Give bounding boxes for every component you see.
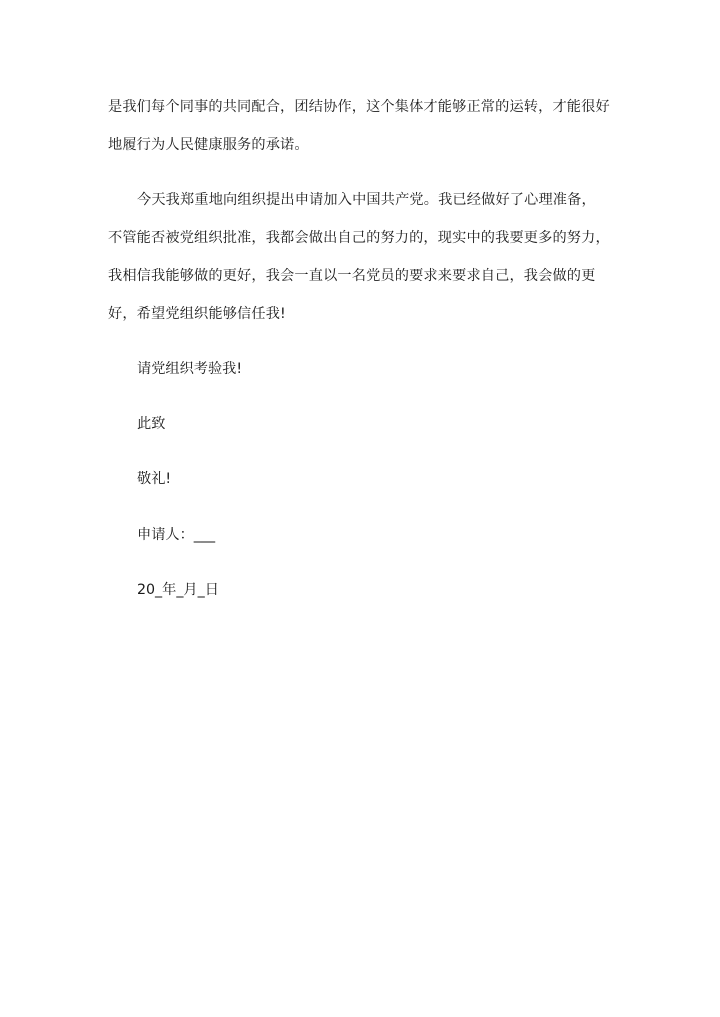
applicant-line: 申请人：___ <box>137 527 216 543</box>
paragraph-continuation: 是我们每个同事的共同配合，团结协作，这个集体才能够正常的运转，才能很好地履行为人民健康服务的承诺。 <box>108 99 610 153</box>
date-line: 20_年_月_日 <box>137 582 219 598</box>
closing-salutation: 此致 <box>137 416 166 432</box>
paragraph-application: 今天我郑重地向组织提出申请加入中国共产党。我已经做好了心理准备，不管能否被党组织批准，我都会做出自己的努力的，现实中的我要更多的努力，我相信我能够做的更好，我会一直以一名党员的要求来要求自己，我会做的更好，希望党组织能够信任我! <box>108 192 610 322</box>
closing-request: 请党组织考验我! <box>137 361 243 377</box>
closing-respect: 敬礼! <box>137 471 172 487</box>
